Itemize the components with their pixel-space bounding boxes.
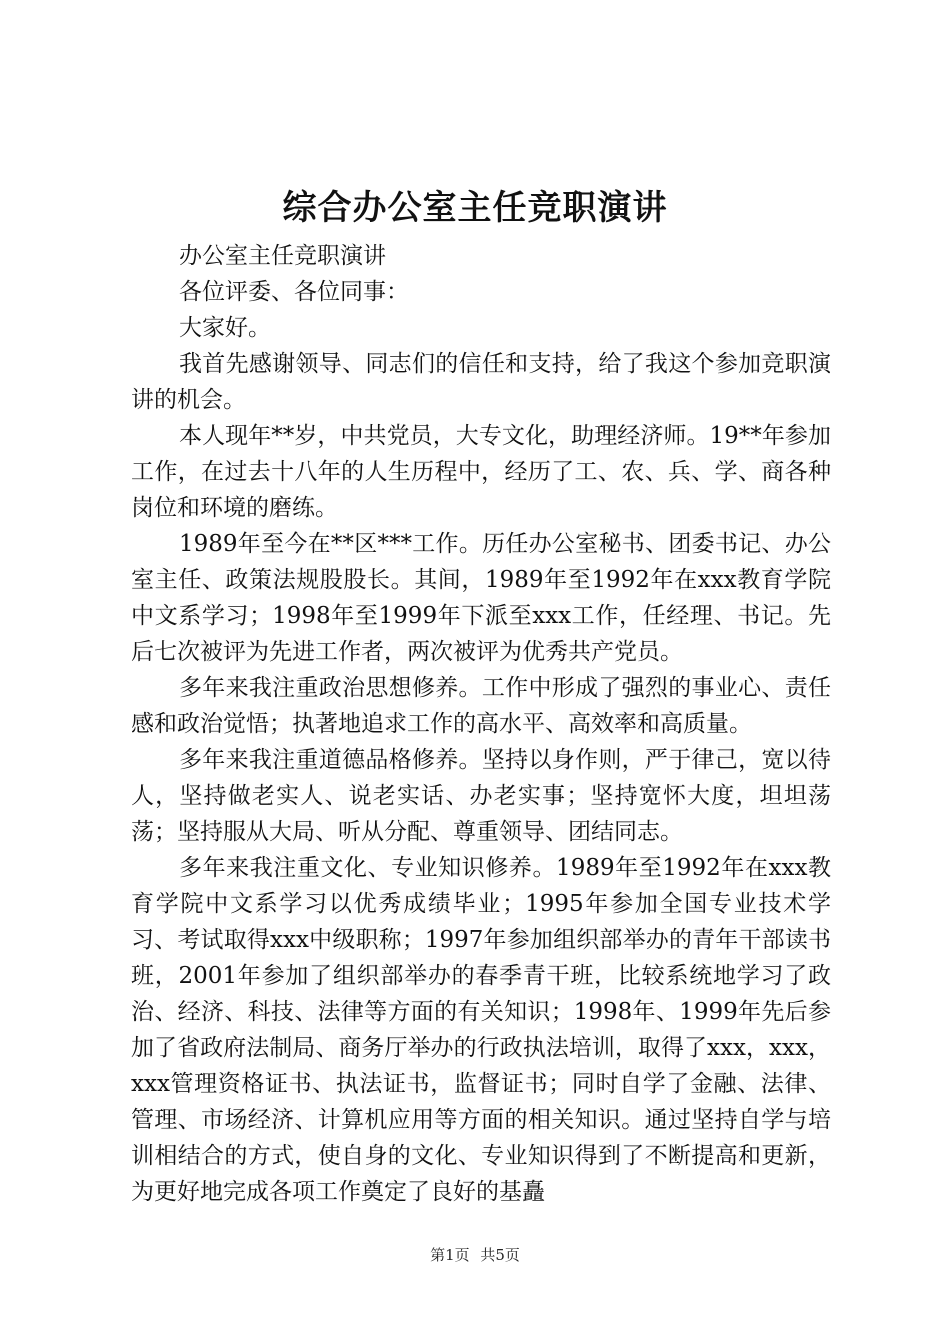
page-title: 综合办公室主任竞职演讲 — [282, 188, 668, 228]
paragraph: 1989年至今在**区***工作。历任办公室秘书、团委书记、办公室主任、政策法规股股长。其间，1989年至1992年在xxx教育学院中文系学习；1998年至1999年下派至xxx工作，任经理、书记。先后七次被评为先进工作者，两次被评为优秀共产党员。 — [131, 531, 831, 665]
paragraph: 多年来我注重政治思想修养。工作中形成了强烈的事业心、责任感和政治觉悟；执著地追求工作的高水平、高效率和高质量。 — [131, 675, 831, 737]
paragraph: 办公室主任竞职演讲 — [179, 243, 386, 269]
page-number: 第1页 — [430, 1246, 470, 1264]
paragraph: 我首先感谢领导、同志们的信任和支持，给了我这个参加竞职演讲的机会。 — [131, 351, 831, 413]
page-total: 共5页 — [480, 1246, 520, 1264]
paragraph: 大家好。 — [179, 315, 271, 341]
page-footer — [0, 1244, 950, 1266]
paragraph: 本人现年**岁，中共党员，大专文化，助理经济师。19**年参加工作，在过去十八年的人生历程中，经历了工、农、兵、学、商各种岗位和环境的磨练。 — [131, 423, 831, 521]
document-body — [131, 238, 831, 1210]
paragraph: 各位评委、各位同事： — [179, 279, 409, 305]
paragraph: 多年来我注重文化、专业知识修养。1989年至1992年在xxx教育学院中文系学习以优秀成绩毕业；1995年参加全国专业技术学习、考试取得xxx中级职称；1997年参加组织部举办的青年干部读书班，2001年参加了组织部举办的春季青干班，比较系统地学习了政治、经济、科技、法律等方面的有关知识；1998年、1999年先后参加了省政府法制局、商务厅举办的行政执法培训，取得了xxx，xxx，xxx管理资格证书、执法证书，监督证书；同时自学了金融、法律、管理、市场经济、计算机应用等方面的相关知识。通过坚持自学与培训相结合的方式，使自身的文化、专业知识得到了不断提高和更新，为更好地完成各项工作奠定了良好的基矗 — [131, 855, 831, 1205]
paragraph: 多年来我注重道德品格修养。坚持以身作则，严于律己，宽以待人，坚持做老实人、说老实话、办老实事；坚持宽怀大度，坦坦荡荡；坚持服从大局、听从分配、尊重领导、团结同志。 — [131, 747, 831, 845]
